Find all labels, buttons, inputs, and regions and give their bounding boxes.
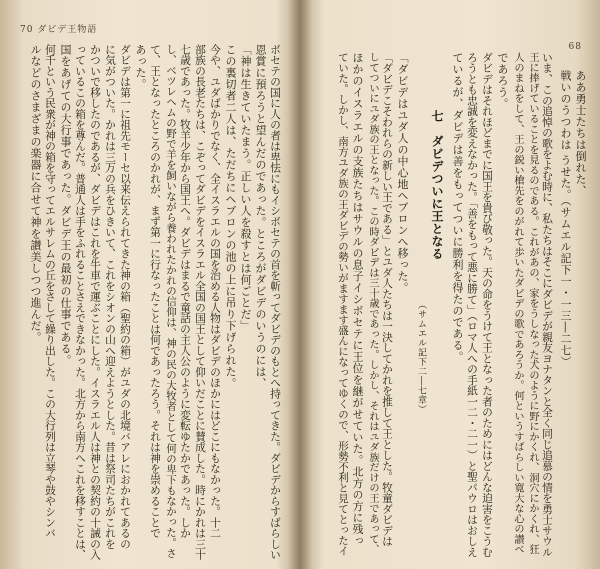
- left-column-11: ダビデは第一に祖先モーセ以来伝えられてきた神の箱（聖約の箱）がユダの北境バアレにおかれてあるの: [119, 44, 132, 550]
- left-column-1: ボセテの国に人の者は卑怯にもイシボセテの首を斬ってダビデのもとへ持ってきた。ダビデからすばらしい: [269, 44, 282, 560]
- left-column-6: 部族の長老たちは、こぞってダビデをイスラエル全国の国王として仰いだことに賛成した。時にかれは三十: [194, 44, 207, 560]
- left-column-12: に気がついた。かれは三万の兵をひきいて、これをシオンの山へ迎えようとした。昔は祭司たちがこれを: [104, 44, 117, 550]
- left-column-8: し、ベツレヘムの野で羊を飼いながら養われたかれの信仰は、神の民の大牧者として何の卑下もなかった。さ: [165, 44, 177, 559]
- section-heading: 七 ダビデついに王となる: [430, 110, 444, 260]
- left-column-10: あった。: [134, 44, 147, 90]
- left-column-5: 今や、ユダばかりでなく、全イスラエルの国を治める人物はダビデのほかにはどこにもなかった。十二: [209, 44, 222, 539]
- right-column-3: いま、この追悼の歌をよむ時に、私たちはそこにダビデが親友ヨナタンと全く同じ追慕の情を勇士サウル: [541, 52, 554, 558]
- right-column-5: 人のまねをして、王の鋭い槍先をのがれて歩いたダビデの歌であろうか。何というすばらしい寛大な心の讃べ: [512, 52, 524, 555]
- left-running-head: 70 ダビデ王物語: [20, 25, 98, 35]
- right-column-13: 「ダビデこそわれらの新しい王である」とユダ人たちは一決してかれを推して王とした。牧童ダビデは: [381, 52, 394, 547]
- left-page: [0, 0, 295, 569]
- left-column-2: 恩賞に預ろうと望んだのであった。ところがダビデのいうのには、: [254, 44, 267, 389]
- right-column-8: ろうとも忠誠を変えなかった。「善をもって悪に勝て」（ロマ人への手紙一二・二一）と聖パウロはおしえ: [466, 52, 479, 558]
- left-column-17: ルなどのさまざまの楽器に合せて神を讃美しつつ進んだ。: [29, 44, 42, 343]
- left-column-14: っているこの箱を尊んだ。普通人は手をふれることさえできなかった。北方から南方へこれを移すことは、: [74, 44, 87, 560]
- right-column-7: ダビデはそれほどまでに国王を貴び敬った。天の命をうけて王となった者のためにはどんな迫害をこうむ: [481, 52, 494, 558]
- right-column-4: 王に捧げていることを見るのである。これがあの、家をうしなった犬のように野にかくれ、洞穴にかくれ、狂: [527, 52, 539, 555]
- right-column-14: してついにユダ族の王となった。この時ダビデは三十歳であった。しかし、それはユダ族だけの王であって、: [367, 52, 379, 555]
- left-column-3: 「神は生きていたまう。正しい人を殺すとは何ごとだ」: [239, 44, 252, 332]
- right-column-9: ているが、ダビデは善をもってついに勝利を得たのである。: [451, 52, 464, 363]
- right-column-1: ああ勇士たちは倒れた、: [574, 70, 587, 197]
- left-column-9: て、王となったところのかれが、まず第一に行なったことは何であったろう。それは神を崇めることで: [149, 44, 162, 539]
- left-column-7: 七歳であった。牧羊少年から国王へ。ダビデはまるで童話の主人公のように変転ゆたかであった。しか: [179, 44, 192, 539]
- left-column-13: かついで移したのであるが、ダビデはこれを牛車で運ぶことにした。イスラエル人は神との契約の十誡の入: [89, 44, 102, 560]
- right-column-6: であろう。: [496, 52, 509, 110]
- left-column-16: 何千という民衆が神の箱を守ってエルサレムの丘をさして繰り出した。この大行列は立琴や鼓やシンバ: [44, 44, 57, 539]
- right-page-number: 68: [568, 42, 582, 52]
- right-column-12: 「ダビデはユダ人の中心地ヘブロンへ移った。: [396, 52, 409, 294]
- right-column-15: ほかのイスラエルの支族たちはサウルの息子イシボセテに王位を継がせていた。北方の方に残っ: [351, 52, 364, 547]
- left-column-4: この裏切者二人は、ただちにヘブロンの池の上に吊り下げられた。: [224, 44, 237, 389]
- right-column-2: 戦いのうつわは うせた。（サムエル記下一・一三―二七）: [559, 70, 572, 368]
- left-column-15: 国をあげての大行事であった。ダビデ王の最初の仕事である。: [59, 44, 72, 366]
- section-citation: （サムエル記下二―七章）: [416, 300, 426, 414]
- right-column-16: ていた。しかし、南方ユダ族の王ダビデの勢いがますます盛んになってゆくので、形勢不利と見てとったイ: [337, 52, 349, 556]
- right-page: [305, 0, 600, 569]
